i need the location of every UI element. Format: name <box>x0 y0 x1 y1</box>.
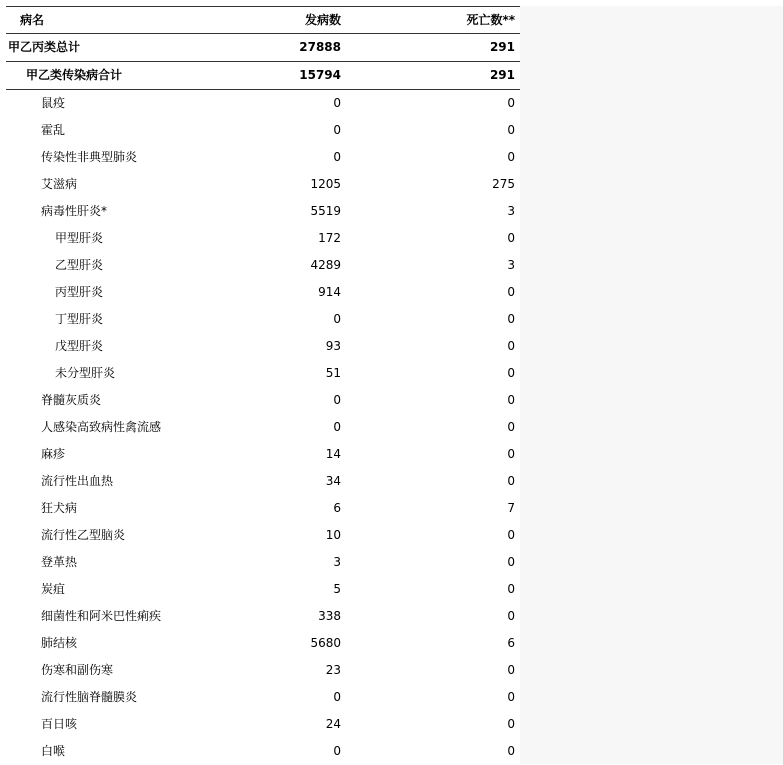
total-row <box>6 34 520 62</box>
table-row <box>6 333 520 360</box>
deaths-cell: 0 <box>507 609 515 623</box>
cases-cell: 14 <box>325 447 341 461</box>
deaths-cell: 0 <box>507 447 515 461</box>
cases-cell: 1205 <box>310 177 341 191</box>
deaths-cell: 0 <box>507 150 515 164</box>
disease-name-cell: 艾滋病 <box>41 177 78 191</box>
deaths-cell: 0 <box>507 312 515 326</box>
table-row <box>6 495 520 522</box>
cases-cell: 5 <box>333 582 341 596</box>
cases-cell: 914 <box>318 285 341 299</box>
cases-cell: 34 <box>325 474 341 488</box>
cases-cell: 10 <box>325 528 341 542</box>
cases-cell: 0 <box>333 123 341 137</box>
table-row <box>6 549 520 576</box>
table-row <box>6 171 520 198</box>
table-row <box>6 144 520 171</box>
subtotal-cases: 15794 <box>240 62 346 90</box>
disease-name-cell: 流行性乙型脑炎 <box>41 528 126 542</box>
disease-name-cell: 伤寒和副伤寒 <box>41 663 114 677</box>
table-row <box>6 360 520 387</box>
deaths-cell: 0 <box>507 231 515 245</box>
deaths-cell: 0 <box>507 690 515 704</box>
table-row <box>6 468 520 495</box>
table-row <box>6 576 520 603</box>
disease-name-cell: 传染性非典型肺炎 <box>41 150 138 164</box>
deaths-cell: 0 <box>507 744 515 758</box>
cases-cell: 172 <box>318 231 341 245</box>
table-row <box>6 630 520 657</box>
disease-name-cell: 病毒性肝炎* <box>41 204 108 218</box>
disease-name-cell: 戊型肝炎 <box>55 339 104 353</box>
disease-name-cell: 乙型肝炎 <box>55 258 104 272</box>
column-header-cases: 发病数 <box>240 7 346 34</box>
table-row <box>6 738 520 765</box>
disease-name-cell: 细菌性和阿米巴性痢疾 <box>41 609 162 623</box>
table-row <box>6 117 520 144</box>
table-row <box>6 657 520 684</box>
deaths-cell: 6 <box>507 636 515 650</box>
deaths-cell: 275 <box>492 177 515 191</box>
total-cases: 27888 <box>240 34 346 62</box>
disease-statistics-table <box>6 6 520 765</box>
disease-name-cell: 炭疽 <box>41 582 66 596</box>
table-row <box>6 603 520 630</box>
disease-name-cell: 麻疹 <box>41 447 66 461</box>
cases-cell: 4289 <box>310 258 341 272</box>
cases-cell: 0 <box>333 420 341 434</box>
table-row <box>6 414 520 441</box>
subtotal-deaths: 291 <box>346 62 520 90</box>
disease-name-cell: 登革热 <box>41 555 78 569</box>
cases-cell: 0 <box>333 312 341 326</box>
deaths-cell: 3 <box>507 258 515 272</box>
table-row <box>6 441 520 468</box>
deaths-cell: 0 <box>507 555 515 569</box>
cases-cell: 0 <box>333 96 341 110</box>
disease-name-cell: 丁型肝炎 <box>55 312 104 326</box>
cases-cell: 0 <box>333 744 341 758</box>
table-row <box>6 225 520 252</box>
cases-cell: 5519 <box>310 204 341 218</box>
deaths-cell: 0 <box>507 96 515 110</box>
cases-cell: 23 <box>325 663 341 677</box>
subtotal-row <box>6 62 520 90</box>
deaths-cell: 0 <box>507 285 515 299</box>
cases-cell: 338 <box>318 609 341 623</box>
disease-name-cell: 丙型肝炎 <box>55 285 104 299</box>
disease-name-cell: 人感染高致病性禽流感 <box>41 420 162 434</box>
table-row <box>6 198 520 225</box>
total-name: 甲乙丙类总计 <box>6 34 240 62</box>
table-row <box>6 684 520 711</box>
data-table <box>6 6 520 765</box>
deaths-cell: 0 <box>507 717 515 731</box>
disease-name-cell: 鼠疫 <box>41 96 66 110</box>
table-row <box>6 711 520 738</box>
cases-cell: 0 <box>333 393 341 407</box>
disease-name-cell: 狂犬病 <box>41 501 78 515</box>
table-row <box>6 306 520 333</box>
cases-cell: 51 <box>325 366 341 380</box>
deaths-cell: 3 <box>507 204 515 218</box>
cases-cell: 3 <box>333 555 341 569</box>
deaths-cell: 0 <box>507 474 515 488</box>
deaths-cell: 0 <box>507 528 515 542</box>
disease-name-cell: 甲型肝炎 <box>55 231 104 245</box>
disease-name-cell: 未分型肝炎 <box>55 366 116 380</box>
deaths-cell: 7 <box>507 501 515 515</box>
table-header-row <box>6 7 520 34</box>
deaths-cell: 0 <box>507 123 515 137</box>
table-row <box>6 90 520 118</box>
disease-name-cell: 脊髓灰质炎 <box>41 393 102 407</box>
cases-cell: 0 <box>333 690 341 704</box>
deaths-cell: 0 <box>507 339 515 353</box>
deaths-cell: 0 <box>507 582 515 596</box>
column-header-disease-name: 病名 <box>6 7 240 34</box>
cases-cell: 6 <box>333 501 341 515</box>
cases-cell: 0 <box>333 150 341 164</box>
deaths-cell: 0 <box>507 393 515 407</box>
side-panel-background <box>520 6 783 764</box>
table-row <box>6 522 520 549</box>
cases-cell: 5680 <box>310 636 341 650</box>
table-row <box>6 252 520 279</box>
table-row <box>6 279 520 306</box>
disease-name-cell: 流行性脑脊髓膜炎 <box>41 690 138 704</box>
deaths-cell: 0 <box>507 420 515 434</box>
subtotal-name: 甲乙类传染病合计 <box>6 62 240 90</box>
cases-cell: 24 <box>325 717 341 731</box>
column-header-deaths: 死亡数** <box>346 7 520 34</box>
disease-name-cell: 肺结核 <box>41 636 78 650</box>
table-row <box>6 387 520 414</box>
deaths-cell: 0 <box>507 663 515 677</box>
disease-name-cell: 霍乱 <box>41 123 66 137</box>
disease-name-cell: 流行性出血热 <box>41 474 114 488</box>
disease-name-cell: 百日咳 <box>41 717 78 731</box>
disease-name-cell: 白喉 <box>41 744 66 758</box>
deaths-cell: 0 <box>507 366 515 380</box>
cases-cell: 93 <box>325 339 341 353</box>
total-deaths: 291 <box>346 34 520 62</box>
